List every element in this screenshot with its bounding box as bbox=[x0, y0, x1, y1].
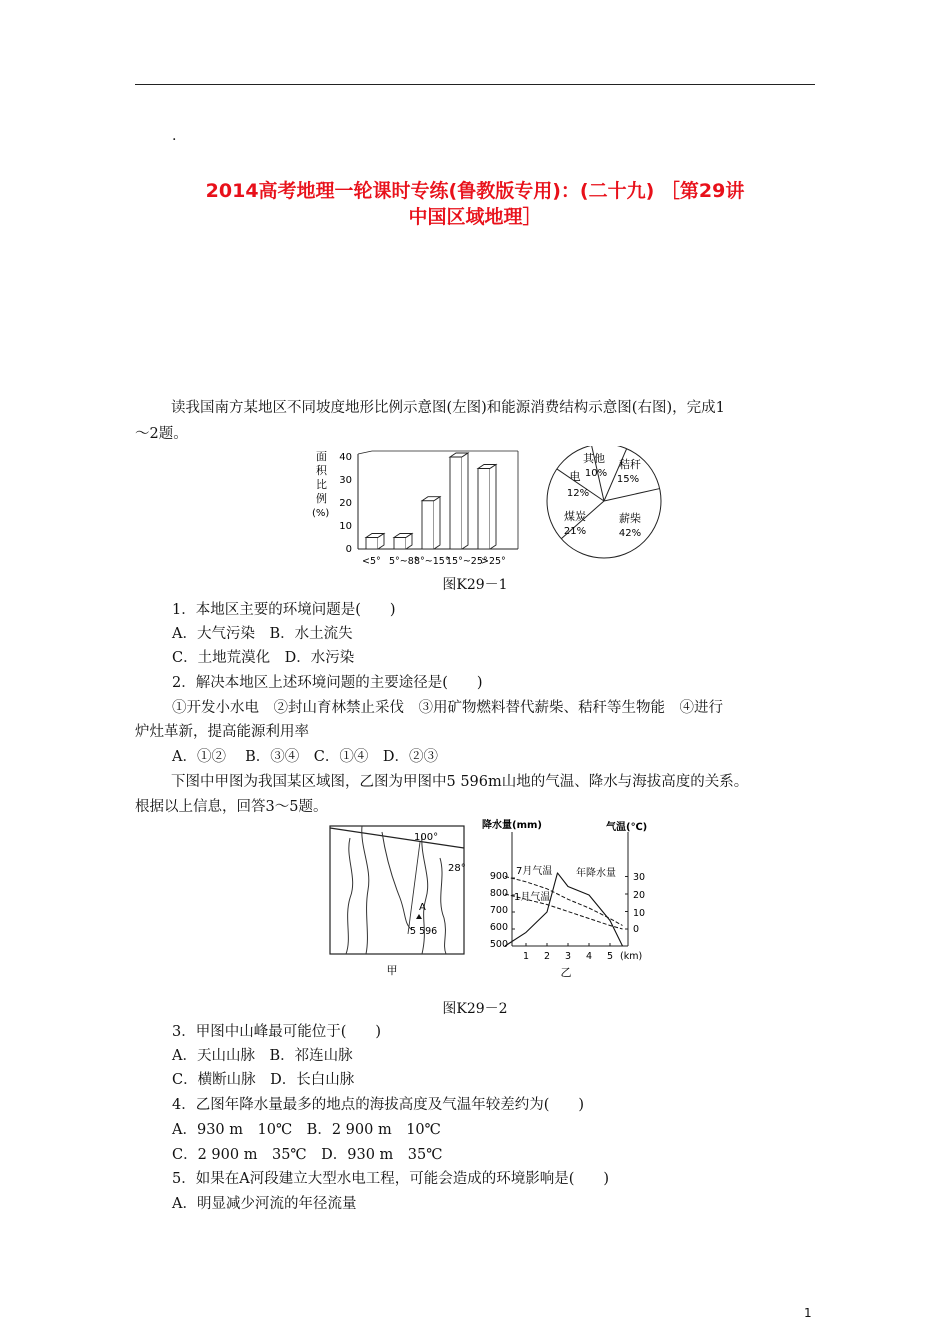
q5-stem: 5．如果在A河段建立大型水电工程，可能会造成的环境影响是( ) bbox=[172, 1171, 610, 1187]
pie-label-coal-name: 煤炭 bbox=[564, 510, 586, 523]
bar-cat-1: 5°~8° bbox=[389, 556, 419, 567]
q4-options-cd: C．2 900 m 35℃ D．930 m 35℃ bbox=[172, 1147, 443, 1163]
map-meridian bbox=[408, 842, 420, 934]
q1-options-cd: C．土地荒漠化 D．水污染 bbox=[172, 650, 355, 666]
map-peak-label: 5 596 bbox=[410, 926, 438, 937]
q4-stem: 4．乙图年降水量最多的地点的海拔高度及气温年较差约为( ) bbox=[172, 1097, 585, 1113]
intro1-line1: 读我国南方某地区不同坡度地形比例示意图(左图)和能源消费结构示意图(右图)，完成1 bbox=[171, 400, 725, 416]
tick-x-5: 5 bbox=[606, 951, 614, 962]
bar-ytick-0: 0 bbox=[345, 544, 352, 555]
page-title-line1: 2014高考地理一轮课时专练(鲁教版专用)：(二十九) ［第29讲 bbox=[205, 180, 745, 202]
pie-label-coal-pct: 21% bbox=[563, 526, 587, 537]
bar-0 bbox=[366, 538, 378, 550]
line-precip bbox=[505, 873, 623, 946]
bar-ytick-10: 10 bbox=[339, 521, 352, 532]
intro1-line2: ～2题。 bbox=[135, 426, 188, 442]
q2-opts-line2: 炉灶革新，提高能源利用率 bbox=[135, 724, 309, 740]
tick-right-0: 0 bbox=[633, 924, 640, 935]
tick-right-10: 10 bbox=[633, 908, 646, 919]
bar-ytick-30: 30 bbox=[339, 475, 352, 486]
map-river-3 bbox=[382, 832, 412, 930]
map-point-a: A bbox=[419, 902, 426, 913]
intro2-line1: 下图中甲图为我国某区域图，乙图为甲图中5 596m山地的气温、降水与海拔高度的关系。 bbox=[171, 774, 749, 790]
chart-yi-plot bbox=[505, 873, 628, 946]
pie-label-straw-pct: 15% bbox=[616, 474, 640, 485]
bar-side-3 bbox=[462, 453, 468, 549]
bar-side-4 bbox=[490, 465, 496, 550]
chart-label: 乙 bbox=[560, 966, 572, 979]
pie-label-other-name: 其他 bbox=[583, 452, 605, 465]
tick-left-900: 900 bbox=[489, 871, 508, 882]
pie-label-elec-pct: 12% bbox=[566, 488, 590, 499]
map-river-5 bbox=[440, 858, 446, 954]
map-lon-label: 100° bbox=[414, 832, 439, 843]
header-dot: . bbox=[172, 128, 177, 144]
bar-2 bbox=[422, 501, 434, 549]
bar-3 bbox=[450, 457, 462, 549]
peak-triangle-icon bbox=[416, 914, 422, 919]
x-unit: (km) bbox=[620, 951, 643, 962]
map-river-2 bbox=[362, 826, 369, 954]
q2-choices: A．①② B．③④ C．①④ D．②③ bbox=[172, 749, 438, 765]
legend-july: 7月气温 bbox=[516, 866, 553, 877]
bar-ylabel-4: (%) bbox=[312, 508, 330, 519]
tick-right-20: 20 bbox=[633, 890, 646, 901]
pie-label-other-pct: 10% bbox=[584, 468, 608, 479]
bar-4 bbox=[478, 469, 490, 550]
legend-jan: 1月气温 bbox=[514, 892, 551, 903]
bar-group bbox=[366, 453, 496, 549]
bar-cat-2: 8°~15° bbox=[414, 556, 450, 567]
tick-left-800: 800 bbox=[489, 888, 508, 899]
bar-cat-3: 15°~25° bbox=[446, 556, 488, 567]
map-boundary-line bbox=[330, 828, 464, 848]
figure-k29-1 bbox=[300, 446, 680, 570]
tick-x-3: 3 bbox=[564, 951, 572, 962]
pie-label-wood-pct: 42% bbox=[618, 528, 642, 539]
q2-opts-line1: ①开发小水电 ②封山育林禁止采伐 ③用矿物燃料替代薪柴、秸秆等生物能 ④进行 bbox=[172, 700, 723, 716]
pie-label-elec-name: 电 bbox=[569, 470, 581, 483]
legend-precip: 年降水量 bbox=[576, 868, 616, 879]
tick-left-500: 500 bbox=[489, 939, 508, 950]
bar-cat-4: >25° bbox=[481, 556, 506, 567]
tick-x-1: 1 bbox=[522, 951, 530, 962]
tick-x-2: 2 bbox=[543, 951, 551, 962]
q3-options-cd: C．横断山脉 D．长白山脉 bbox=[172, 1072, 355, 1088]
bar-cat-0: <5° bbox=[362, 556, 381, 567]
q3-options-ab: A．天山山脉 B．祁连山脉 bbox=[172, 1048, 353, 1064]
bar-ylabel-3: 例 bbox=[316, 492, 327, 505]
map-river-1 bbox=[346, 838, 353, 954]
tick-left-700: 700 bbox=[489, 905, 508, 916]
bar-back-left bbox=[358, 451, 372, 454]
q2-stem: 2．解决本地区上述环境问题的主要途径是( ) bbox=[172, 675, 483, 691]
q1-options-ab: A．大气污染 B．水土流失 bbox=[172, 626, 353, 642]
tick-left-600: 600 bbox=[489, 922, 508, 933]
bar-ylabel-0: 面 bbox=[316, 450, 327, 463]
pie-label-straw-name: 秸秆 bbox=[619, 458, 641, 471]
bar-ytick-20: 20 bbox=[339, 498, 352, 509]
bar-ylabel-2: 比 bbox=[316, 478, 327, 491]
bar-1 bbox=[394, 538, 406, 550]
bar-side-2 bbox=[434, 497, 440, 549]
page-number: 1 bbox=[804, 1306, 812, 1320]
header-rule bbox=[135, 84, 815, 85]
map-label: 甲 bbox=[386, 964, 398, 977]
q4-options-ab: A．930 m 10℃ B．2 900 m 10℃ bbox=[172, 1122, 441, 1138]
q3-stem: 3．甲图中山峰最可能位于( ) bbox=[172, 1024, 382, 1040]
bar-ylabel-1: 积 bbox=[316, 464, 327, 477]
tick-right-30: 30 bbox=[633, 872, 646, 883]
intro2-line2: 根据以上信息，回答3～5题。 bbox=[135, 799, 328, 815]
bar-ytick-40: 40 bbox=[339, 452, 352, 463]
map-lat-label: 28° bbox=[448, 863, 466, 874]
pie-label-wood-name: 薪柴 bbox=[619, 512, 641, 525]
q1-stem: 1．本地区主要的环境问题是( ) bbox=[172, 602, 396, 618]
page-title-line2: 中国区域地理］ bbox=[408, 206, 542, 228]
fig1-caption: 图K29－1 bbox=[442, 577, 508, 593]
q5-option-a: A．明显减少河流的年径流量 bbox=[172, 1196, 357, 1212]
chart-ylabel-left: 降水量(mm) bbox=[482, 820, 542, 831]
tick-x-4: 4 bbox=[585, 951, 593, 962]
fig2-caption: 图K29－2 bbox=[442, 1001, 508, 1017]
figure-k29-2 bbox=[320, 818, 660, 986]
chart-ylabel-right: 气温(℃) bbox=[606, 822, 648, 833]
